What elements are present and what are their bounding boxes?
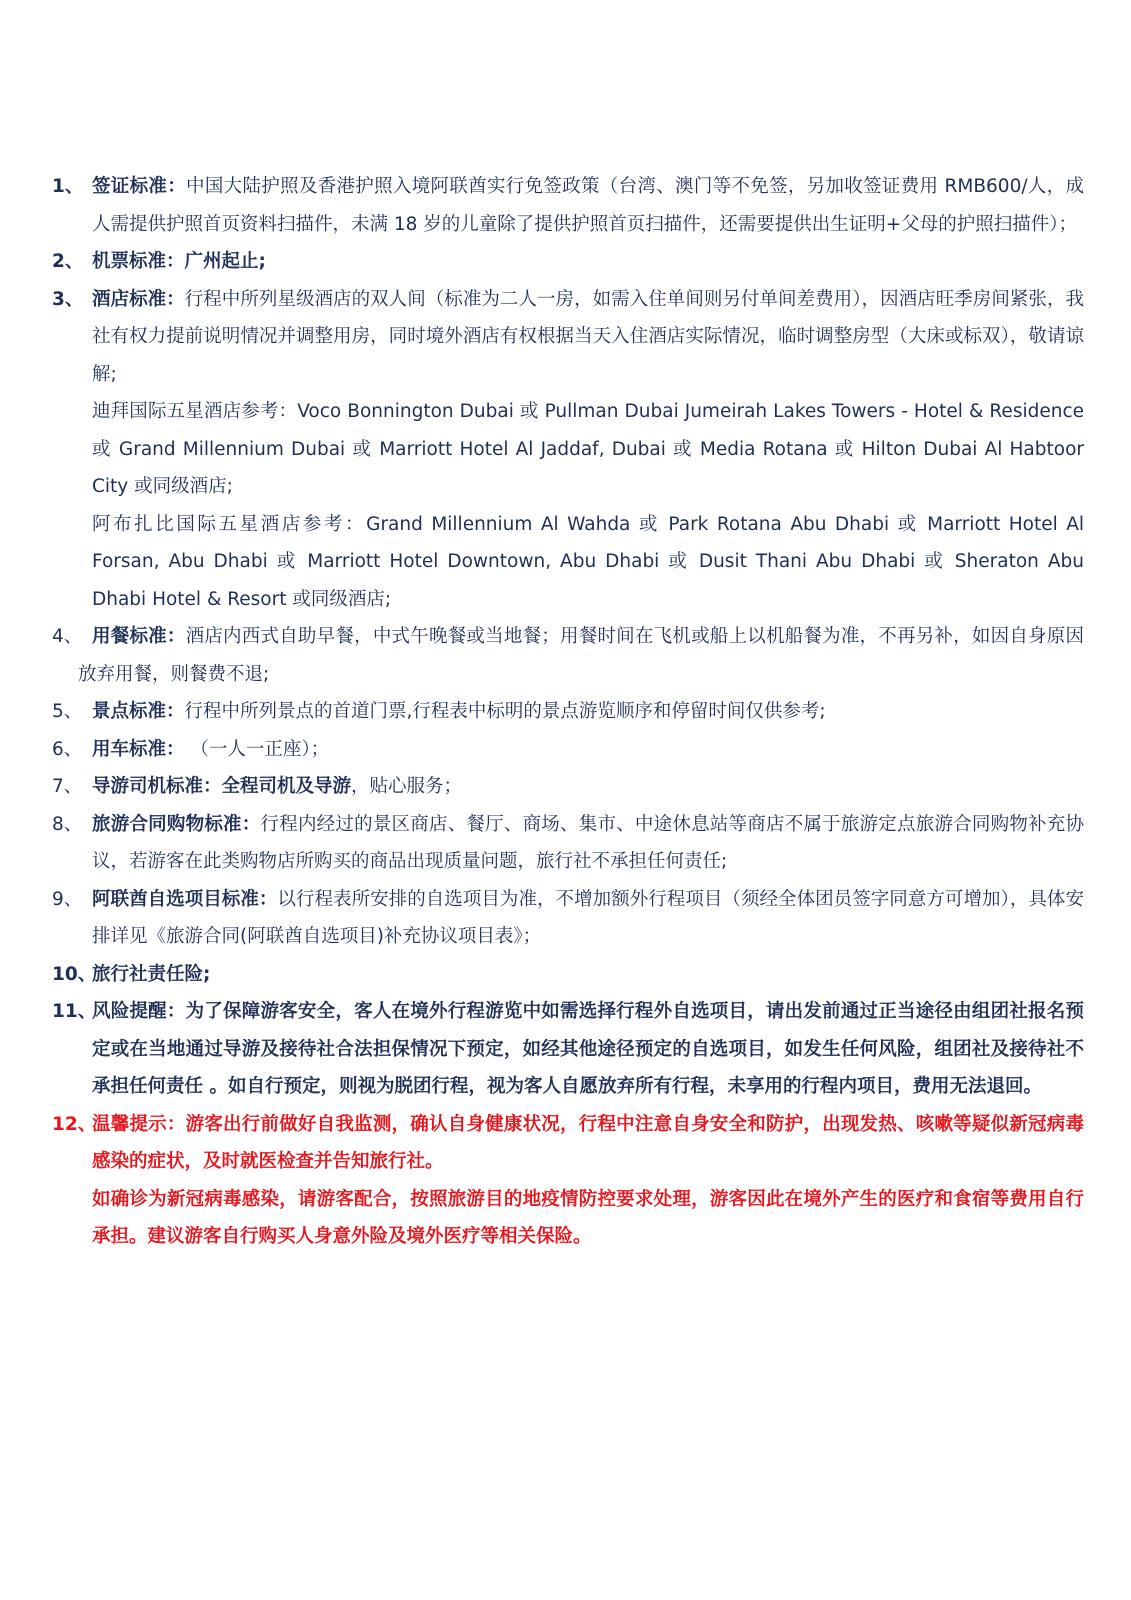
term-number: 12、	[52, 1113, 97, 1135]
terms-document	[52, 168, 1084, 1256]
term-flight	[52, 243, 1084, 281]
term-text: 旅行社责任险;	[92, 963, 211, 985]
term-vehicle	[52, 731, 1084, 769]
term-text: 中国大陆护照及香港护照入境阿联酋实行免签政策（台湾、澳门等不免签，另加收签证费用 RMB600/人，成人需提供护照首页资料扫描件，未满 18 岁的儿童除了提供护照首页扫描件，还需要提供出生证明+父母的护照扫描件）；	[92, 176, 1084, 235]
term-visa	[52, 168, 1084, 243]
term-number: 2、	[52, 251, 84, 272]
term-number: 5、	[52, 701, 83, 722]
term-number: 11、	[52, 1001, 97, 1022]
term-number: 4、	[52, 626, 83, 647]
term-hotel	[52, 281, 1084, 619]
term-label: 用车标准：	[92, 738, 185, 760]
term-label: 景点标准：	[92, 701, 185, 722]
term-label: 签证标准：	[92, 176, 187, 197]
term-shopping	[52, 806, 1084, 881]
term-text: 广州起止;	[184, 251, 266, 272]
term-number: 8、	[52, 813, 83, 835]
term-label: 用餐标准：	[92, 626, 186, 647]
term-label: 机票标准：	[92, 251, 185, 272]
term-guide-driver	[52, 768, 1084, 806]
term-text: ，贴心服务；	[351, 776, 463, 797]
hotel-abudhabi-reference: 阿布扎比国际五星酒店参考：Grand Millennium Al Wahda 或 Park Rotana Abu Dhabi 或 Marriott Hotel Al Forsan, Abu Dhabi 或 Marriott Hotel Downtown, Abu Dhabi 或 Dusit Thani Abu Dhabi 或 Sheraton Abu Dhabi Hotel & Resort 或同级酒店;	[92, 513, 1084, 610]
term-label: 酒店标准：	[92, 288, 185, 310]
term-label: 阿联酋自选项目标准：	[92, 888, 278, 910]
term-text: 温馨提示：游客出行前做好自我监测，确认自身健康状况，行程中注意自身安全和防护，出现发热、咳嗽等疑似新冠病毒感染的症状，及时就医检查并告知旅行社。	[92, 1113, 1084, 1172]
term-number: 1、	[52, 176, 84, 197]
term-number: 7、	[52, 776, 83, 797]
term-insurance	[52, 956, 1084, 994]
term-text: 风险提醒：为了保障游客安全，客人在境外行程游览中如需选择行程外自选项目，请出发前通过正当途径由组团社报名预定或在当地通过导游及接待社合法担保情况下预定，如经其他途径预定的自选项目，如发生任何风险，组团社及接待社不承担任何责任 。如自行预定，则视为脱团行程，视为客人自愿放弃所有行程，未享用的行程内项目，费用无法退回。	[92, 1001, 1084, 1097]
term-risk-warning	[52, 993, 1084, 1106]
term-health-notice	[52, 1106, 1084, 1256]
term-number: 10、	[52, 963, 97, 985]
term-number: 6、	[52, 738, 83, 760]
term-text: 以行程表所安排的自选项目为准，不增加额外行程项目（须经全体团员签字同意方可增加），具体安排详见《旅游合同(阿联酋自选项目)补充协议项目表》；	[92, 888, 1084, 947]
term-optional-items	[52, 881, 1084, 956]
term-label: 旅游合同购物标准：	[92, 813, 261, 835]
term-text: 酒店内西式自助早餐，中式午晚餐或当地餐；用餐时间在飞机或船上以机船餐为准，不再另补，如因自身原因放弃用餐，则餐费不退;	[78, 626, 1084, 685]
term-text: 行程中所列星级酒店的双人间（标准为二人一房，如需入住单间则另付单间差费用），因酒店旺季房间紧张，我社有权力提前说明情况并调整用房，同时境外酒店有权根据当天入住酒店实际情况，临时调整房型（大床或标双），敬请谅解;	[92, 288, 1084, 385]
term-attractions	[52, 693, 1084, 731]
hotel-dubai-reference: 迪拜国际五星酒店参考：Voco Bonnington Dubai 或 Pullman Dubai Jumeirah Lakes Towers - Hotel & Residence 或 Grand Millennium Dubai 或 Marriott Hotel Al Jaddaf, Dubai 或 Media Rotana 或 Hilton Dubai Al Habtoor City 或同级酒店;	[92, 401, 1084, 497]
term-text-covid: 如确诊为新冠病毒感染，请游客配合，按照旅游目的地疫情防控要求处理，游客因此在境外产生的医疗和食宿等费用自行承担。建议游客自行购买人身意外险及境外医疗等相关保险。	[92, 1188, 1084, 1247]
term-text: 行程中所列景点的首道门票,行程表中标明的景点游览顺序和停留时间仅供参考;	[184, 701, 826, 722]
term-text: （一人一正座）；	[184, 738, 330, 760]
term-text: 行程内经过的景区商店、餐厅、商场、集市、中途休息站等商店不属于旅游定点旅游合同购物补充协议，若游客在此类购物店所购买的商品出现质量问题，旅行社不承担任何责任;	[92, 813, 1084, 872]
term-label: 导游司机标准：全程司机及导游	[92, 776, 352, 797]
term-meals	[52, 618, 1084, 693]
term-number: 3、	[52, 288, 84, 310]
term-number: 9、	[52, 888, 83, 910]
